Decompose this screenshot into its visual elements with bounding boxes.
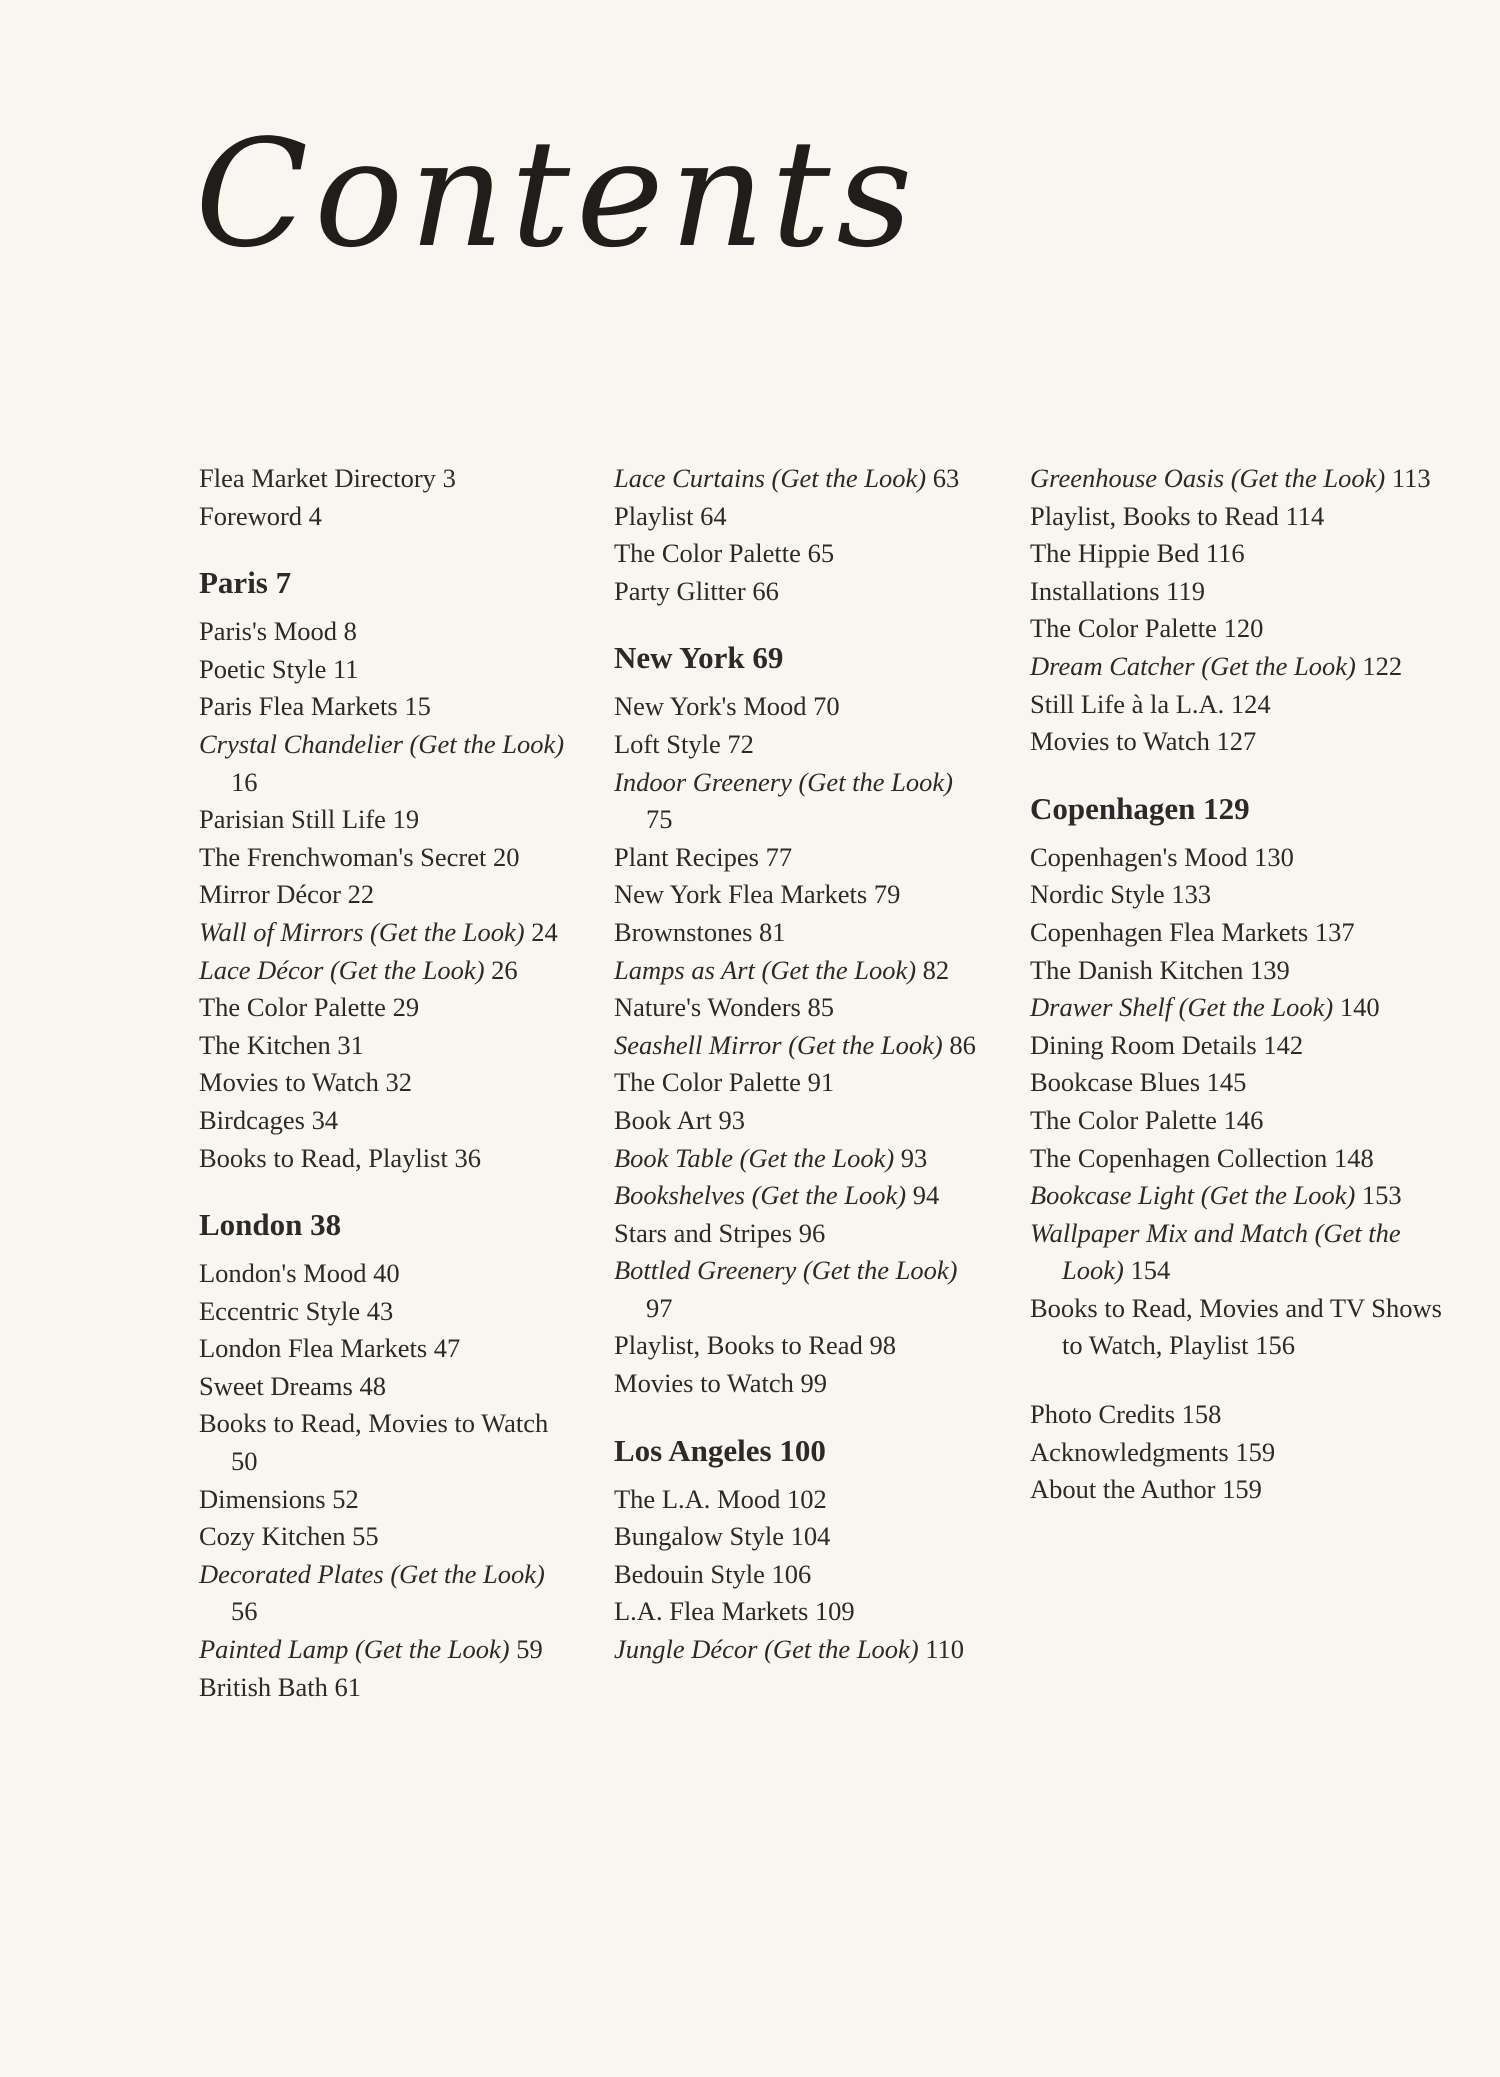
toc-entry-title: Bottled Greenery (Get the Look) <box>614 1255 958 1286</box>
toc-page-number: 124 <box>1230 688 1271 719</box>
toc-page-number: 55 <box>352 1521 379 1552</box>
toc-entry <box>1030 498 1450 536</box>
toc-entry <box>1030 610 1450 648</box>
toc-entry-title: Sweet Dreams <box>199 1370 353 1401</box>
toc-entry <box>614 1140 984 1178</box>
toc-page-number: 140 <box>1339 992 1380 1023</box>
toc-entry-title: Dining Room Details <box>1030 1029 1257 1060</box>
toc-entry-title: Paris Flea Markets <box>199 691 398 722</box>
toc-page-number: 154 <box>1130 1255 1171 1286</box>
toc-entry <box>1030 686 1450 724</box>
toc-entry <box>614 1556 984 1594</box>
toc-page-number: 64 <box>700 500 727 531</box>
toc-page-number: 47 <box>433 1333 461 1364</box>
toc-page-number: 158 <box>1181 1399 1222 1430</box>
toc-entry-title: Seashell Mirror (Get the Look) <box>614 1029 943 1060</box>
toc-entry <box>1030 723 1450 761</box>
toc-section-heading <box>199 563 569 603</box>
toc-page-number: 4 <box>308 500 322 531</box>
toc-entry-title: Nature's Wonders <box>614 992 801 1023</box>
toc-entry <box>199 1368 569 1406</box>
toc-page-number: 8 <box>343 616 357 647</box>
toc-entry-title: New York's Mood <box>614 691 807 722</box>
toc-page-number: 50 <box>231 1446 258 1477</box>
toc-entry-title: Book Art <box>614 1104 712 1135</box>
toc-entry <box>1030 952 1450 990</box>
toc-page-number: 130 <box>1254 841 1294 872</box>
toc-entry-title: Bungalow Style <box>614 1521 785 1552</box>
toc-entry-title: Books to Read, Movies and TV Shows to Watch, Playlist <box>1030 1292 1442 1361</box>
toc-page-number: 156 <box>1255 1330 1295 1361</box>
toc-page-number: 48 <box>359 1370 386 1401</box>
toc-entry <box>199 1330 569 1368</box>
toc-entry <box>614 535 984 573</box>
toc-page-number: 137 <box>1314 916 1355 947</box>
toc-entry-title: Lamps as Art (Get the Look) <box>614 954 917 985</box>
toc-page-number: 56 <box>231 1596 258 1627</box>
toc-entry <box>614 1064 984 1102</box>
toc-entry <box>199 688 569 726</box>
toc-entry-title: Parisian Still Life <box>199 804 386 835</box>
toc-page-number: 97 <box>646 1292 673 1323</box>
toc-page-number: 127 <box>1216 726 1257 757</box>
toc-entry <box>1030 1396 1450 1434</box>
toc-entry-title: Stars and Stripes <box>614 1217 793 1248</box>
toc-entry <box>199 1255 569 1293</box>
toc-column-3 <box>1030 460 1450 1509</box>
toc-entry <box>614 952 984 990</box>
toc-entry-title: Jungle Décor (Get the Look) <box>614 1634 919 1665</box>
toc-page-number: 159 <box>1235 1436 1276 1467</box>
toc-entry <box>199 613 569 651</box>
toc-page-number: 65 <box>807 538 835 569</box>
toc-page-number: 69 <box>752 640 784 676</box>
toc-entry <box>1030 1290 1450 1365</box>
toc-page-number: 59 <box>516 1634 543 1665</box>
toc-entry <box>614 498 984 536</box>
toc-page-number: 85 <box>807 992 834 1023</box>
toc-page-number: 109 <box>814 1596 855 1627</box>
toc-page-number: 93 <box>900 1142 928 1173</box>
toc-page-number: 29 <box>392 992 420 1023</box>
toc-entry <box>614 1327 984 1365</box>
toc-page-number: 75 <box>646 804 673 835</box>
toc-entry-title: Bookcase Blues <box>1030 1067 1201 1098</box>
toc-entry <box>1030 573 1450 611</box>
toc-entry-title: Still Life à la L.A. <box>1030 688 1225 719</box>
toc-page-number: 38 <box>310 1207 342 1243</box>
toc-entry-title: Books to Read, Playlist <box>199 1142 448 1173</box>
toc-entry-title: Crystal Chandelier (Get the Look) <box>199 728 565 759</box>
toc-entry-title: Playlist <box>614 500 694 531</box>
toc-entry-title: Painted Lamp (Get the Look) <box>199 1634 510 1665</box>
toc-entry <box>1030 1027 1450 1065</box>
toc-entry <box>199 1669 569 1707</box>
toc-entry-title: Bedouin Style <box>614 1558 765 1589</box>
toc-entry-title: Book Table (Get the Look) <box>614 1142 895 1173</box>
toc-page-number: 93 <box>718 1104 746 1135</box>
toc-entry-title: Copenhagen Flea Markets <box>1030 916 1309 947</box>
toc-page-number: 72 <box>727 728 754 759</box>
toc-page-number: 104 <box>790 1521 831 1552</box>
toc-page-number: 98 <box>869 1330 896 1361</box>
toc-entry <box>199 952 569 990</box>
toc-entry <box>199 1102 569 1140</box>
page-title: Contents <box>195 108 919 280</box>
toc-page-number: 148 <box>1333 1142 1374 1173</box>
toc-page-number: 66 <box>752 575 779 606</box>
toc-page-number: 120 <box>1223 613 1264 644</box>
toc-page-number: 139 <box>1250 954 1290 985</box>
toc-entry-title: Drawer Shelf (Get the Look) <box>1030 992 1334 1023</box>
toc-entry <box>199 876 569 914</box>
toc-page-number: 91 <box>807 1067 835 1098</box>
toc-entry <box>1030 1064 1450 1102</box>
toc-page-number: 52 <box>332 1483 359 1514</box>
toc-entry-title: The Danish Kitchen <box>1030 954 1244 985</box>
toc-entry <box>1030 1177 1450 1215</box>
toc-section-heading <box>614 638 984 678</box>
toc-entry-title: London Flea Markets <box>199 1333 428 1364</box>
toc-entry-title: The Color Palette <box>614 1067 801 1098</box>
toc-entry <box>199 989 569 1027</box>
toc-entry <box>1030 1102 1450 1140</box>
toc-entry <box>199 1631 569 1669</box>
toc-page-number: 7 <box>275 565 292 601</box>
toc-page-number: 96 <box>798 1217 826 1248</box>
toc-page-number: 145 <box>1206 1067 1247 1098</box>
toc-page-number: 94 <box>912 1180 940 1211</box>
toc-entry-title: Dream Catcher (Get the Look) <box>1030 650 1356 681</box>
toc-page-number: 102 <box>786 1483 827 1514</box>
toc-entry <box>614 1102 984 1140</box>
toc-entry <box>199 1518 569 1556</box>
toc-page-number: 119 <box>1166 575 1205 606</box>
toc-entry-title: Birdcages <box>199 1104 305 1135</box>
toc-column-2 <box>614 460 984 1669</box>
toc-entry <box>614 1518 984 1556</box>
toc-entry-title: Paris <box>199 565 268 601</box>
toc-page-number: 113 <box>1391 463 1431 493</box>
toc-page-number: 129 <box>1203 790 1250 826</box>
toc-page-number: 86 <box>949 1029 976 1060</box>
toc-page-number: 159 <box>1222 1474 1262 1505</box>
toc-entry-title: The Kitchen <box>199 1029 331 1060</box>
toc-entry-title: Bookshelves (Get the Look) <box>614 1180 907 1211</box>
toc-page-number: 116 <box>1205 538 1245 569</box>
toc-page-number: 82 <box>922 954 950 985</box>
toc-spacer <box>1030 1365 1450 1396</box>
toc-entry <box>199 1405 569 1480</box>
toc-entry <box>1030 648 1450 686</box>
toc-entry-title: New York Flea Markets <box>614 879 868 910</box>
toc-entry <box>614 764 984 839</box>
toc-entry-title: Wall of Mirrors (Get the Look) <box>199 916 525 947</box>
toc-entry-title: London's Mood <box>199 1258 367 1289</box>
toc-entry <box>199 1293 569 1331</box>
toc-entry-title: Eccentric Style <box>199 1295 361 1326</box>
toc-entry-title: Movies to Watch <box>614 1368 794 1399</box>
toc-entry <box>199 726 569 801</box>
toc-entry-title: Flea Market Directory <box>199 463 436 493</box>
toc-entry <box>614 1027 984 1065</box>
toc-entry-title: Poetic Style <box>199 653 327 684</box>
toc-page-number: 31 <box>337 1029 364 1060</box>
toc-entry-title: The Hippie Bed <box>1030 538 1200 569</box>
toc-entry-title: The Color Palette <box>1030 1104 1217 1135</box>
toc-page-number: 19 <box>392 804 420 835</box>
toc-entry <box>199 1481 569 1519</box>
toc-entry <box>614 1177 984 1215</box>
toc-entry <box>1030 989 1450 1027</box>
toc-page-number: 99 <box>800 1368 828 1399</box>
toc-entry-title: Acknowledgments <box>1030 1436 1229 1467</box>
toc-entry <box>614 1631 984 1669</box>
toc-entry-title: Lace Curtains (Get the Look) <box>614 463 927 493</box>
toc-entry-title: Cozy Kitchen <box>199 1521 346 1552</box>
toc-entry <box>199 801 569 839</box>
toc-page-number: 122 <box>1362 650 1403 681</box>
toc-entry-title: Bookcase Light (Get the Look) <box>1030 1180 1356 1211</box>
toc-page-number: 3 <box>442 463 456 493</box>
toc-entry-title: Copenhagen <box>1030 790 1196 826</box>
toc-entry <box>199 839 569 877</box>
toc-entry-title: Mirror Décor <box>199 879 342 910</box>
toc-entry-title: Movies to Watch <box>199 1067 379 1098</box>
toc-entry <box>199 1140 569 1178</box>
toc-entry <box>199 460 569 498</box>
toc-entry-title: The L.A. Mood <box>614 1483 781 1514</box>
toc-page-number: 100 <box>779 1432 826 1468</box>
toc-entry <box>614 1215 984 1253</box>
toc-entry-title: Copenhagen's Mood <box>1030 841 1248 872</box>
toc-page-number: 16 <box>231 766 258 797</box>
toc-entry-title: Plant Recipes <box>614 841 759 872</box>
toc-entry-title: Dimensions <box>199 1483 326 1514</box>
toc-entry-title: New York <box>614 640 745 676</box>
toc-entry-title: The Frenchwoman's Secret <box>199 841 487 872</box>
toc-entry <box>199 1556 569 1631</box>
toc-entry-title: The Copenhagen Collection <box>1030 1142 1328 1173</box>
toc-entry <box>199 651 569 689</box>
toc-page-number: 106 <box>771 1558 812 1589</box>
toc-entry <box>614 460 984 498</box>
toc-page-number: 26 <box>491 954 518 985</box>
toc-page-number: 114 <box>1285 500 1325 531</box>
toc-entry-title: Greenhouse Oasis (Get the Look) <box>1030 463 1386 493</box>
toc-entry-title: Movies to Watch <box>1030 726 1210 757</box>
toc-entry <box>614 876 984 914</box>
toc-entry-title: Los Angeles <box>614 1432 772 1468</box>
toc-page-number: 146 <box>1223 1104 1264 1135</box>
toc-page-number: 70 <box>813 691 840 722</box>
toc-entry <box>614 726 984 764</box>
toc-page-number: 40 <box>373 1258 400 1289</box>
toc-page-number: 32 <box>385 1067 413 1098</box>
toc-entry-title: Nordic Style <box>1030 879 1165 910</box>
toc-page-number: 79 <box>873 879 901 910</box>
toc-entry-title: Playlist, Books to Read <box>1030 500 1279 531</box>
toc-page-number: 24 <box>531 916 558 947</box>
toc-page-number: 153 <box>1361 1180 1402 1211</box>
toc-entry <box>1030 535 1450 573</box>
toc-entry <box>1030 1215 1450 1290</box>
toc-entry-title: Indoor Greenery (Get the Look) <box>614 766 954 797</box>
toc-page-number: 36 <box>454 1142 481 1173</box>
toc-page-number: 63 <box>932 463 960 493</box>
toc-section-heading <box>199 1205 569 1245</box>
toc-entry <box>1030 1434 1450 1472</box>
toc-page-number: 34 <box>311 1104 339 1135</box>
toc-page-number: 43 <box>366 1295 394 1326</box>
toc-entry-title: L.A. Flea Markets <box>614 1596 809 1627</box>
toc-entry <box>614 914 984 952</box>
toc-page-number: 15 <box>404 691 431 722</box>
toc-entry-title: Books to Read, Movies to Watch <box>199 1408 549 1439</box>
toc-entry-title: Loft Style <box>614 728 721 759</box>
toc-entry <box>199 914 569 952</box>
toc-entry <box>1030 1140 1450 1178</box>
toc-entry-title: Installations <box>1030 575 1160 606</box>
toc-entry-title: Paris's Mood <box>199 616 338 647</box>
toc-entry <box>199 1027 569 1065</box>
toc-entry-title: The Color Palette <box>1030 613 1217 644</box>
toc-entry <box>614 1593 984 1631</box>
toc-entry <box>614 688 984 726</box>
toc-page-number: 22 <box>347 879 375 910</box>
toc-entry <box>1030 1471 1450 1509</box>
toc-entry <box>199 498 569 536</box>
toc-entry-title: The Color Palette <box>199 992 386 1023</box>
toc-entry-title: Lace Décor (Get the Look) <box>199 954 485 985</box>
toc-entry-title: The Color Palette <box>614 538 801 569</box>
toc-entry-title: Wallpaper Mix and Match (Get the Look) <box>1030 1217 1401 1286</box>
toc-entry <box>614 573 984 611</box>
toc-entry-title: About the Author <box>1030 1474 1216 1505</box>
toc-entry <box>199 1064 569 1102</box>
toc-entry-title: London <box>199 1207 303 1243</box>
toc-page-number: 110 <box>925 1634 965 1665</box>
toc-entry-title: British Bath <box>199 1671 328 1702</box>
toc-entry <box>614 1365 984 1403</box>
toc-section-heading <box>1030 789 1450 829</box>
toc-entry-title: Party Glitter <box>614 575 746 606</box>
toc-entry <box>614 1481 984 1519</box>
toc-section-heading <box>614 1431 984 1471</box>
toc-entry <box>1030 460 1450 498</box>
toc-page-number: 81 <box>759 916 786 947</box>
toc-page-number: 142 <box>1263 1029 1304 1060</box>
toc-entry <box>1030 876 1450 914</box>
toc-page-number: 61 <box>334 1671 361 1702</box>
toc-page-number: 11 <box>332 653 359 684</box>
toc-entry-title: Photo Credits <box>1030 1399 1176 1430</box>
toc-entry-title: Decorated Plates (Get the Look) <box>199 1558 545 1589</box>
toc-entry <box>1030 914 1450 952</box>
toc-column-1 <box>199 460 569 1706</box>
toc-entry-title: Brownstones <box>614 916 753 947</box>
toc-entry-title: Foreword <box>199 500 303 531</box>
toc-entry-title: Playlist, Books to Read <box>614 1330 863 1361</box>
toc-entry <box>614 839 984 877</box>
toc-entry <box>614 989 984 1027</box>
toc-entry <box>1030 839 1450 877</box>
toc-entry <box>614 1252 984 1327</box>
toc-page-number: 77 <box>765 841 793 872</box>
toc-page-number: 20 <box>492 841 520 872</box>
toc-page-number: 133 <box>1171 879 1212 910</box>
